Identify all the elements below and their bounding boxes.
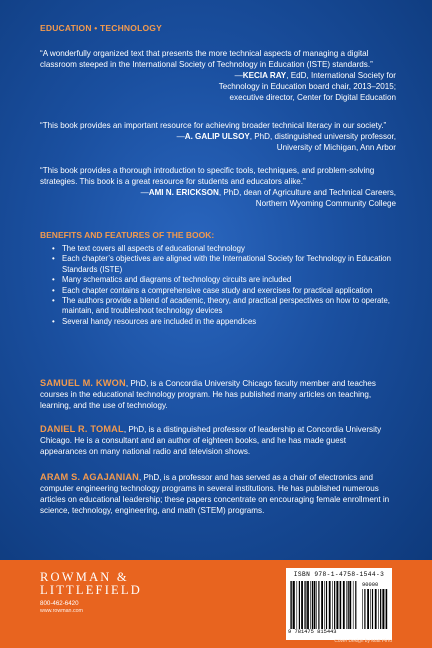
author-bio	[40, 424, 392, 457]
quote-attribution: —KECIA RAY, EdD, International Society for	[234, 71, 396, 81]
list-item: • Many schematics and diagrams of technology circuits are included	[52, 275, 392, 285]
quote-attribution: —A. GALIP ULSOY, PhD, distinguished university professor,	[176, 132, 396, 142]
author-name: ARAM S. AGAJANIAN	[40, 472, 140, 482]
list-item: • Each chapter’s objectives are aligned with the International Society for Technology in Education Standards (ISTE)	[52, 254, 392, 275]
endorsement-quote	[40, 165, 396, 209]
isbn-barcode	[286, 568, 392, 640]
endorsement-quote	[40, 48, 396, 103]
quote-text: “This book provides an important resource for achieving broader technical literacy in our society.”	[40, 121, 387, 130]
author-name: SAMUEL M. KWON	[40, 378, 126, 388]
quote-attribution-line: Northern Wyoming Community College	[255, 199, 396, 209]
list-item: • The text covers all aspects of educational technology	[52, 244, 392, 254]
cover-design-credit: Cover Design by Matt Pirro	[334, 639, 392, 644]
list-item: • Several handy resources are included in the appendices	[52, 317, 392, 327]
author-bio-text: , PhD, is a distinguished professor of leadership at Concordia University Chicago. He is a consultant and an author of eighteen books, and he has made guest appearances on many national radio and television shows.	[40, 425, 382, 457]
author-name: DANIEL R. TOMAL	[40, 424, 124, 434]
endorser-name: AMI N. ERICKSON	[148, 188, 219, 198]
endorsement-quote	[40, 120, 396, 153]
benefits-list	[52, 244, 392, 327]
quote-attribution: —AMI N. ERICKSON, PhD, dean of Agriculture and Technical Careers,	[140, 188, 396, 198]
quote-text: “This book provides a thorough introduction to specific tools, techniques, and problem-solving strategies. This book is a great resource for students and educators alike.”	[40, 166, 375, 187]
publisher-name-line2: LITTLEFIELD	[40, 583, 142, 597]
endorser-name: A. GALIP ULSOY	[184, 132, 250, 142]
price-code: 90000	[362, 582, 379, 588]
quote-attribution-line: Technology in Education board chair, 2013–2015;	[218, 82, 396, 92]
publisher-phone: 800-462-6420	[40, 600, 79, 607]
publisher-logo	[40, 571, 142, 614]
ean-barcode-icon	[290, 581, 358, 629]
publisher-name-line1: ROWMAN &	[40, 570, 129, 584]
isbn-number: ISBN 978-1-4758-1544-3	[293, 571, 385, 578]
addon-barcode-icon	[362, 589, 388, 629]
benefits-heading: BENEFITS AND FEATURES OF THE BOOK:	[40, 230, 215, 240]
quote-attribution-line: University of Michigan, Ann Arbor	[276, 143, 396, 153]
ean-digits: 9 781475 815443	[288, 629, 337, 635]
category-label: EDUCATION • TECHNOLOGY	[40, 23, 162, 33]
author-bio-text: , PhD, is a professor and has served as a chair of electronics and computer engineering technology programs in several institutions. He has published numerous articles on educational leadership; these papers concentrate on encouraging female enrollment in science, technology, engineering, and math (STEM) programs.	[40, 473, 390, 516]
publisher-website: www.rowman.com	[40, 608, 83, 614]
quote-attribution-line: executive director, Center for Digital Education	[229, 93, 396, 103]
author-bio	[40, 472, 392, 516]
list-item: • The authors provide a blend of academic, theory, and practical perspectives on how to operate, maintain, and troubleshoot technology devices	[52, 296, 392, 317]
author-bio	[40, 378, 392, 411]
list-item: • Each chapter contains a comprehensive case study and exercises for practical application	[52, 286, 392, 296]
endorser-name: KECIA RAY	[242, 71, 287, 81]
author-bio-text: , PhD, is a Concordia University Chicago faculty member and teaches courses in the educational technology program. He has published many articles on teaching, learning, and the use of technology.	[40, 379, 376, 411]
quote-text: “A wonderfully organized text that presents the more technical aspects of managing a digital classroom steeped in the International Society of Technology in Education (ISTE) standards.”	[40, 49, 373, 70]
